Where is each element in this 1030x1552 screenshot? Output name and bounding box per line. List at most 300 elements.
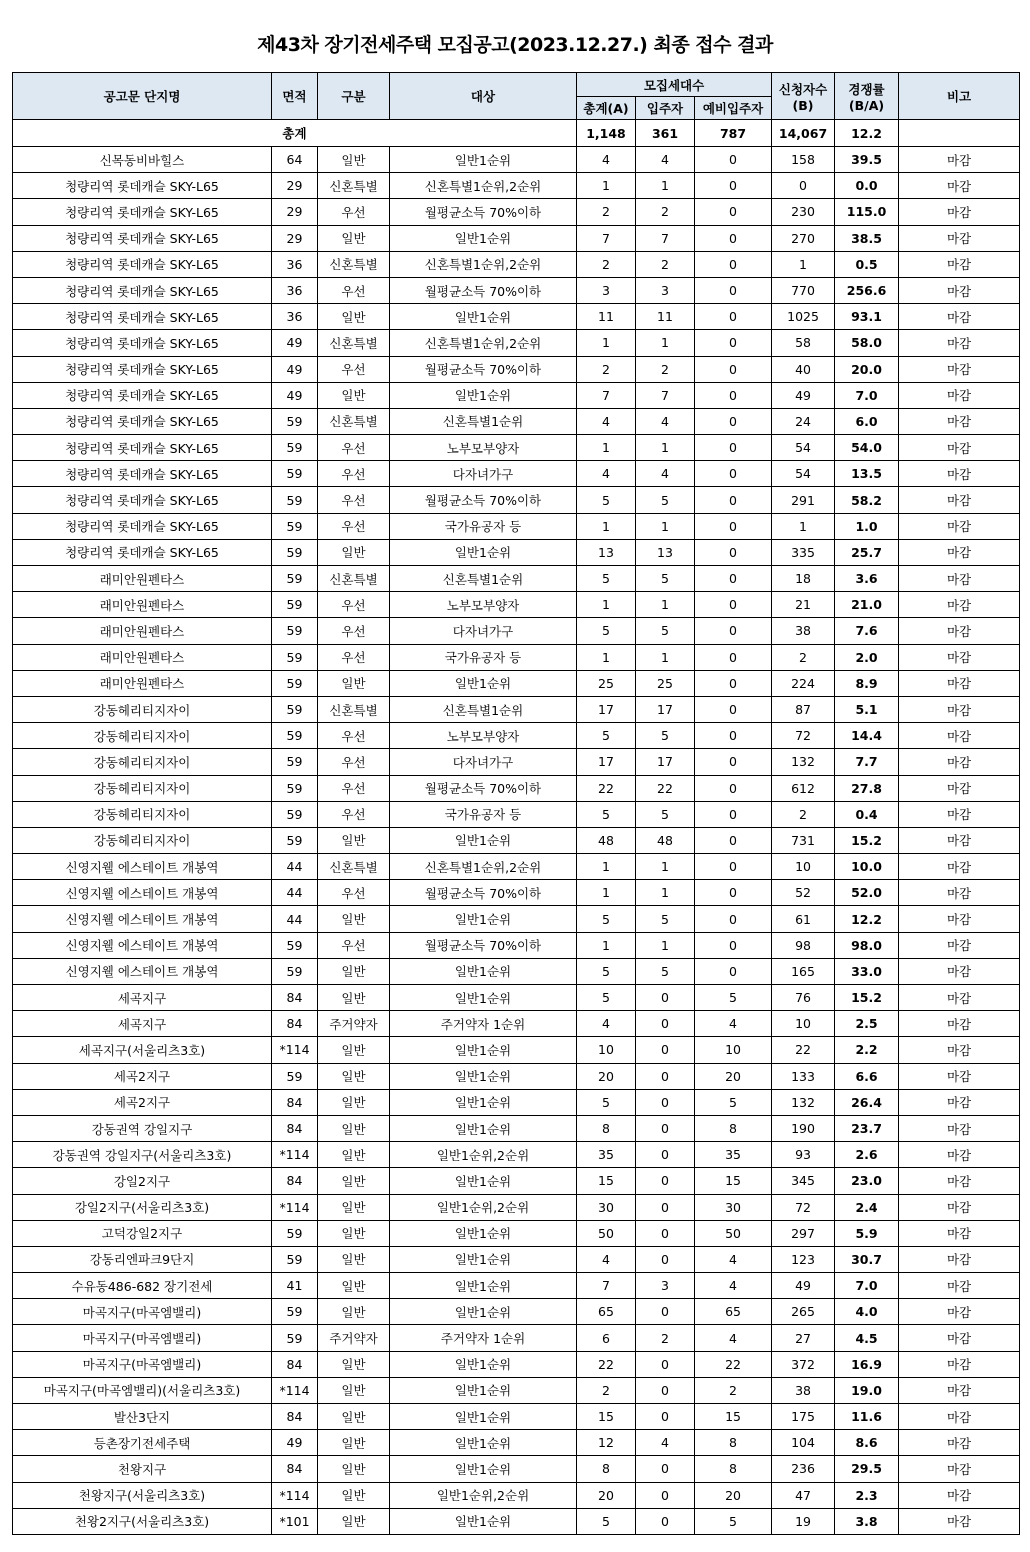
table-row [13, 1273, 1020, 1299]
cell-area: 59 [272, 644, 318, 670]
cell-total: 1 [577, 592, 636, 618]
cell-target: 일반1순위 [390, 958, 577, 984]
cell-reserve: 4 [695, 1273, 772, 1299]
cell-target: 일반1순위,2순위 [390, 1142, 577, 1168]
cell-applicants: 0 [772, 173, 835, 199]
cell-category: 일반 [318, 1430, 390, 1456]
cell-target: 일반1순위 [390, 985, 577, 1011]
cell-area: *114 [272, 1142, 318, 1168]
cell-total: 4 [577, 408, 636, 434]
cell-applicants: 54 [772, 461, 835, 487]
table-row [13, 1456, 1020, 1482]
cell-applicants: 47 [772, 1482, 835, 1508]
cell-area: 41 [272, 1273, 318, 1299]
cell-reserve: 0 [695, 304, 772, 330]
cell-reserve: 35 [695, 1142, 772, 1168]
cell-category: 우선 [318, 801, 390, 827]
cell-target: 주거약자 1순위 [390, 1325, 577, 1351]
cell-complex: 마곡지구(마곡엠밸리) [13, 1351, 272, 1377]
cell-area: *114 [272, 1037, 318, 1063]
cell-complex: 청량리역 롯데캐슬 SKY-L65 [13, 513, 272, 539]
cell-category: 신혼특별 [318, 696, 390, 722]
cell-complex: 세곡2지구 [13, 1089, 272, 1115]
cell-total: 1 [577, 330, 636, 356]
cell-target: 월평균소득 70%이하 [390, 199, 577, 225]
cell-applicants: 49 [772, 1273, 835, 1299]
cell-total: 15 [577, 1168, 636, 1194]
cell-residents: 0 [636, 1194, 695, 1220]
cell-target: 일반1순위 [390, 539, 577, 565]
table-row [13, 225, 1020, 251]
cell-reserve: 0 [695, 854, 772, 880]
cell-category: 일반 [318, 1063, 390, 1089]
cell-area: 59 [272, 801, 318, 827]
cell-category: 우선 [318, 199, 390, 225]
cell-area: 59 [272, 1325, 318, 1351]
summary-applicants: 14,067 [772, 120, 835, 147]
cell-reserve: 0 [695, 775, 772, 801]
cell-rate: 11.6 [835, 1404, 899, 1430]
cell-applicants: 731 [772, 827, 835, 853]
cell-applicants: 1 [772, 513, 835, 539]
cell-reserve: 0 [695, 251, 772, 277]
cell-category: 신혼특별 [318, 251, 390, 277]
cell-applicants: 24 [772, 408, 835, 434]
cell-reserve: 0 [695, 225, 772, 251]
cell-residents: 0 [636, 1220, 695, 1246]
cell-category: 신혼특별 [318, 173, 390, 199]
cell-category: 주거약자 [318, 1011, 390, 1037]
summary-rate: 12.2 [835, 120, 899, 147]
cell-residents: 3 [636, 1273, 695, 1299]
cell-note: 마감 [899, 827, 1020, 853]
cell-rate: 13.5 [835, 461, 899, 487]
cell-complex: 강동헤리티지자이 [13, 723, 272, 749]
cell-applicants: 58 [772, 330, 835, 356]
table-row [13, 1508, 1020, 1534]
cell-reserve: 5 [695, 1508, 772, 1534]
cell-rate: 3.6 [835, 566, 899, 592]
cell-rate: 98.0 [835, 932, 899, 958]
cell-complex: 강동헤리티지자이 [13, 775, 272, 801]
table-row [13, 723, 1020, 749]
cell-rate: 3.8 [835, 1508, 899, 1534]
cell-residents: 0 [636, 1482, 695, 1508]
cell-residents: 2 [636, 356, 695, 382]
cell-target: 노부모부양자 [390, 723, 577, 749]
cell-total: 22 [577, 1351, 636, 1377]
cell-total: 6 [577, 1325, 636, 1351]
cell-note: 마감 [899, 382, 1020, 408]
cell-area: 59 [272, 618, 318, 644]
cell-rate: 2.5 [835, 1011, 899, 1037]
summary-residents: 361 [636, 120, 695, 147]
table-header [13, 73, 1020, 120]
cell-rate: 5.9 [835, 1220, 899, 1246]
cell-complex: 강동권역 강일지구(서울리츠3호) [13, 1142, 272, 1168]
cell-complex: 강동헤리티지자이 [13, 696, 272, 722]
cell-area: 44 [272, 906, 318, 932]
cell-total: 25 [577, 670, 636, 696]
cell-total: 50 [577, 1220, 636, 1246]
cell-note: 마감 [899, 539, 1020, 565]
cell-category: 일반 [318, 1508, 390, 1534]
cell-target: 일반1순위 [390, 1377, 577, 1403]
table-row [13, 435, 1020, 461]
cell-area: 59 [272, 1299, 318, 1325]
cell-applicants: 224 [772, 670, 835, 696]
cell-total: 1 [577, 932, 636, 958]
cell-reserve: 0 [695, 382, 772, 408]
cell-complex: 세곡지구 [13, 985, 272, 1011]
cell-complex: 청량리역 롯데캐슬 SKY-L65 [13, 382, 272, 408]
table-row [13, 1377, 1020, 1403]
cell-area: *114 [272, 1377, 318, 1403]
cell-total: 12 [577, 1430, 636, 1456]
cell-reserve: 0 [695, 827, 772, 853]
cell-reserve: 4 [695, 1011, 772, 1037]
cell-category: 일반 [318, 1351, 390, 1377]
cell-residents: 5 [636, 958, 695, 984]
cell-note: 마감 [899, 906, 1020, 932]
cell-applicants: 165 [772, 958, 835, 984]
cell-target: 일반1순위 [390, 1220, 577, 1246]
cell-total: 5 [577, 487, 636, 513]
cell-applicants: 40 [772, 356, 835, 382]
cell-residents: 0 [636, 1246, 695, 1272]
cell-residents: 1 [636, 644, 695, 670]
cell-residents: 11 [636, 304, 695, 330]
table-row [13, 1220, 1020, 1246]
cell-target: 일반1순위 [390, 225, 577, 251]
cell-area: 36 [272, 277, 318, 303]
cell-area: 59 [272, 670, 318, 696]
cell-rate: 0.4 [835, 801, 899, 827]
cell-target: 일반1순위 [390, 1168, 577, 1194]
cell-area: 36 [272, 304, 318, 330]
cell-complex: 마곡지구(마곡엠밸리) [13, 1299, 272, 1325]
table-row [13, 461, 1020, 487]
cell-area: 44 [272, 880, 318, 906]
cell-complex: 강동리엔파크9단지 [13, 1246, 272, 1272]
cell-residents: 7 [636, 382, 695, 408]
cell-applicants: 38 [772, 1377, 835, 1403]
cell-target: 신혼특별1순위 [390, 408, 577, 434]
cell-target: 일반1순위 [390, 1404, 577, 1430]
cell-category: 우선 [318, 461, 390, 487]
cell-target: 일반1순위 [390, 147, 577, 173]
table-row [13, 1115, 1020, 1141]
cell-area: 29 [272, 225, 318, 251]
cell-rate: 1.0 [835, 513, 899, 539]
cell-area: 84 [272, 1404, 318, 1430]
cell-target: 다자녀가구 [390, 461, 577, 487]
cell-complex: 청량리역 롯데캐슬 SKY-L65 [13, 199, 272, 225]
cell-category: 일반 [318, 1482, 390, 1508]
cell-area: 84 [272, 1456, 318, 1482]
table-row [13, 1299, 1020, 1325]
cell-rate: 2.3 [835, 1482, 899, 1508]
cell-target: 다자녀가구 [390, 749, 577, 775]
cell-residents: 0 [636, 1299, 695, 1325]
cell-reserve: 10 [695, 1037, 772, 1063]
summary-reserve: 787 [695, 120, 772, 147]
cell-rate: 15.2 [835, 985, 899, 1011]
cell-total: 5 [577, 1089, 636, 1115]
cell-applicants: 72 [772, 1194, 835, 1220]
table-row [13, 1404, 1020, 1430]
cell-complex: 천왕지구 [13, 1456, 272, 1482]
cell-total: 30 [577, 1194, 636, 1220]
cell-reserve: 20 [695, 1063, 772, 1089]
cell-area: 44 [272, 854, 318, 880]
cell-complex: 강동헤리티지자이 [13, 801, 272, 827]
header-residents: 입주자 [636, 97, 695, 120]
cell-reserve: 0 [695, 199, 772, 225]
cell-rate: 8.6 [835, 1430, 899, 1456]
cell-area: 84 [272, 1351, 318, 1377]
table-row [13, 1063, 1020, 1089]
cell-rate: 256.6 [835, 277, 899, 303]
cell-reserve: 0 [695, 408, 772, 434]
cell-area: 59 [272, 566, 318, 592]
cell-complex: 강일2지구 [13, 1168, 272, 1194]
cell-rate: 52.0 [835, 880, 899, 906]
cell-category: 우선 [318, 880, 390, 906]
cell-rate: 38.5 [835, 225, 899, 251]
cell-complex: 마곡지구(마곡엠밸리) [13, 1325, 272, 1351]
cell-note: 마감 [899, 356, 1020, 382]
cell-complex: 마곡지구(마곡엠밸리)(서울리츠3호) [13, 1377, 272, 1403]
cell-applicants: 18 [772, 566, 835, 592]
cell-area: 84 [272, 985, 318, 1011]
cell-note: 마감 [899, 330, 1020, 356]
cell-total: 5 [577, 1508, 636, 1534]
header-rate-line2: (B/A) [848, 97, 885, 113]
cell-reserve: 0 [695, 906, 772, 932]
cell-reserve: 0 [695, 435, 772, 461]
cell-complex: 청량리역 롯데캐슬 SKY-L65 [13, 461, 272, 487]
cell-rate: 5.1 [835, 696, 899, 722]
cell-note: 마감 [899, 1482, 1020, 1508]
cell-reserve: 0 [695, 461, 772, 487]
cell-note: 마감 [899, 513, 1020, 539]
cell-category: 일반 [318, 1273, 390, 1299]
summary-row [13, 120, 1020, 147]
cell-target: 일반1순위 [390, 382, 577, 408]
cell-target: 신혼특별1순위 [390, 696, 577, 722]
cell-complex: 청량리역 롯데캐슬 SKY-L65 [13, 251, 272, 277]
cell-rate: 7.7 [835, 749, 899, 775]
cell-complex: 강동헤리티지자이 [13, 827, 272, 853]
cell-reserve: 8 [695, 1115, 772, 1141]
cell-category: 우선 [318, 487, 390, 513]
cell-category: 일반 [318, 1037, 390, 1063]
cell-reserve: 5 [695, 985, 772, 1011]
cell-rate: 8.9 [835, 670, 899, 696]
cell-complex: 등촌장기전세주택 [13, 1430, 272, 1456]
cell-complex: 천왕2지구(서울리츠3호) [13, 1508, 272, 1534]
cell-reserve: 0 [695, 723, 772, 749]
cell-area: 59 [272, 435, 318, 461]
cell-complex: 청량리역 롯데캐슬 SKY-L65 [13, 304, 272, 330]
cell-area: 59 [272, 592, 318, 618]
header-reserve: 예비입주자 [695, 97, 772, 120]
cell-rate: 0.5 [835, 251, 899, 277]
cell-area: 59 [272, 696, 318, 722]
cell-residents: 4 [636, 408, 695, 434]
cell-area: 59 [272, 958, 318, 984]
cell-total: 1 [577, 880, 636, 906]
cell-target: 일반1순위 [390, 1299, 577, 1325]
cell-category: 신혼특별 [318, 330, 390, 356]
cell-complex: 래미안원펜타스 [13, 592, 272, 618]
cell-target: 노부모부양자 [390, 435, 577, 461]
cell-applicants: 175 [772, 1404, 835, 1430]
cell-target: 일반1순위 [390, 1430, 577, 1456]
cell-rate: 21.0 [835, 592, 899, 618]
cell-area: 49 [272, 356, 318, 382]
cell-applicants: 1 [772, 251, 835, 277]
table-row [13, 1168, 1020, 1194]
cell-residents: 5 [636, 723, 695, 749]
cell-category: 일반 [318, 1299, 390, 1325]
cell-total: 5 [577, 618, 636, 644]
cell-note: 마감 [899, 932, 1020, 958]
header-applicants-line1: 신청자수 [778, 81, 828, 97]
cell-note: 마감 [899, 670, 1020, 696]
table-row [13, 1482, 1020, 1508]
cell-note: 마감 [899, 880, 1020, 906]
table-row [13, 539, 1020, 565]
cell-residents: 0 [636, 1508, 695, 1534]
cell-category: 일반 [318, 225, 390, 251]
cell-residents: 0 [636, 1011, 695, 1037]
cell-total: 5 [577, 566, 636, 592]
cell-category: 우선 [318, 592, 390, 618]
cell-residents: 5 [636, 618, 695, 644]
page-title: 제43차 장기전세주택 모집공고(2023.12.27.) 최종 접수 결과 [257, 34, 773, 56]
cell-total: 1 [577, 854, 636, 880]
cell-target: 일반1순위 [390, 1351, 577, 1377]
cell-residents: 1 [636, 932, 695, 958]
cell-total: 17 [577, 696, 636, 722]
cell-applicants: 22 [772, 1037, 835, 1063]
cell-category: 일반 [318, 1194, 390, 1220]
cell-complex: 신영지웰 에스테이트 개봉역 [13, 932, 272, 958]
cell-complex: 신영지웰 에스테이트 개봉역 [13, 880, 272, 906]
cell-reserve: 0 [695, 801, 772, 827]
cell-total: 7 [577, 225, 636, 251]
cell-applicants: 335 [772, 539, 835, 565]
cell-applicants: 372 [772, 1351, 835, 1377]
header-total: 총계(A) [577, 97, 636, 120]
cell-total: 17 [577, 749, 636, 775]
cell-area: 59 [272, 461, 318, 487]
table-row [13, 1037, 1020, 1063]
cell-target: 국가유공자 등 [390, 801, 577, 827]
cell-category: 우선 [318, 723, 390, 749]
cell-total: 20 [577, 1063, 636, 1089]
cell-target: 월평균소득 70%이하 [390, 932, 577, 958]
cell-note: 마감 [899, 251, 1020, 277]
cell-rate: 2.2 [835, 1037, 899, 1063]
cell-total: 5 [577, 958, 636, 984]
cell-category: 우선 [318, 356, 390, 382]
cell-target: 월평균소득 70%이하 [390, 775, 577, 801]
cell-total: 11 [577, 304, 636, 330]
cell-applicants: 72 [772, 723, 835, 749]
cell-complex: 천왕지구(서울리츠3호) [13, 1482, 272, 1508]
cell-note: 마감 [899, 1168, 1020, 1194]
cell-complex: 발산3단지 [13, 1404, 272, 1430]
cell-target: 주거약자 1순위 [390, 1011, 577, 1037]
cell-rate: 26.4 [835, 1089, 899, 1115]
cell-total: 13 [577, 539, 636, 565]
cell-rate: 6.0 [835, 408, 899, 434]
cell-reserve: 0 [695, 356, 772, 382]
cell-complex: 래미안원펜타스 [13, 644, 272, 670]
cell-applicants: 265 [772, 1299, 835, 1325]
cell-note: 마감 [899, 854, 1020, 880]
cell-residents: 0 [636, 1377, 695, 1403]
cell-residents: 1 [636, 513, 695, 539]
cell-category: 일반 [318, 1168, 390, 1194]
cell-category: 일반 [318, 1115, 390, 1141]
cell-note: 마감 [899, 1246, 1020, 1272]
cell-note: 마감 [899, 958, 1020, 984]
cell-target: 일반1순위 [390, 906, 577, 932]
header-note: 비고 [899, 73, 1020, 120]
table-row [13, 330, 1020, 356]
table-row [13, 801, 1020, 827]
cell-target: 국가유공자 등 [390, 513, 577, 539]
cell-total: 3 [577, 277, 636, 303]
cell-applicants: 270 [772, 225, 835, 251]
cell-note: 마감 [899, 723, 1020, 749]
cell-applicants: 98 [772, 932, 835, 958]
cell-rate: 16.9 [835, 1351, 899, 1377]
table-row [13, 618, 1020, 644]
cell-total: 2 [577, 1377, 636, 1403]
cell-total: 15 [577, 1404, 636, 1430]
cell-reserve: 50 [695, 1220, 772, 1246]
cell-category: 우선 [318, 775, 390, 801]
cell-reserve: 0 [695, 696, 772, 722]
cell-target: 일반1순위,2순위 [390, 1194, 577, 1220]
cell-note: 마감 [899, 1404, 1020, 1430]
table-row [13, 854, 1020, 880]
cell-category: 주거약자 [318, 1325, 390, 1351]
cell-rate: 23.0 [835, 1168, 899, 1194]
cell-category: 우선 [318, 749, 390, 775]
cell-target: 일반1순위 [390, 1037, 577, 1063]
cell-reserve: 0 [695, 539, 772, 565]
cell-note: 마감 [899, 147, 1020, 173]
cell-complex: 청량리역 롯데캐슬 SKY-L65 [13, 408, 272, 434]
cell-applicants: 19 [772, 1508, 835, 1534]
cell-rate: 7.6 [835, 618, 899, 644]
cell-residents: 1 [636, 435, 695, 461]
cell-rate: 30.7 [835, 1246, 899, 1272]
cell-target: 일반1순위 [390, 670, 577, 696]
cell-reserve: 0 [695, 592, 772, 618]
cell-area: 64 [272, 147, 318, 173]
cell-target: 일반1순위,2순위 [390, 1482, 577, 1508]
cell-rate: 39.5 [835, 147, 899, 173]
table-row [13, 880, 1020, 906]
cell-target: 일반1순위 [390, 1456, 577, 1482]
